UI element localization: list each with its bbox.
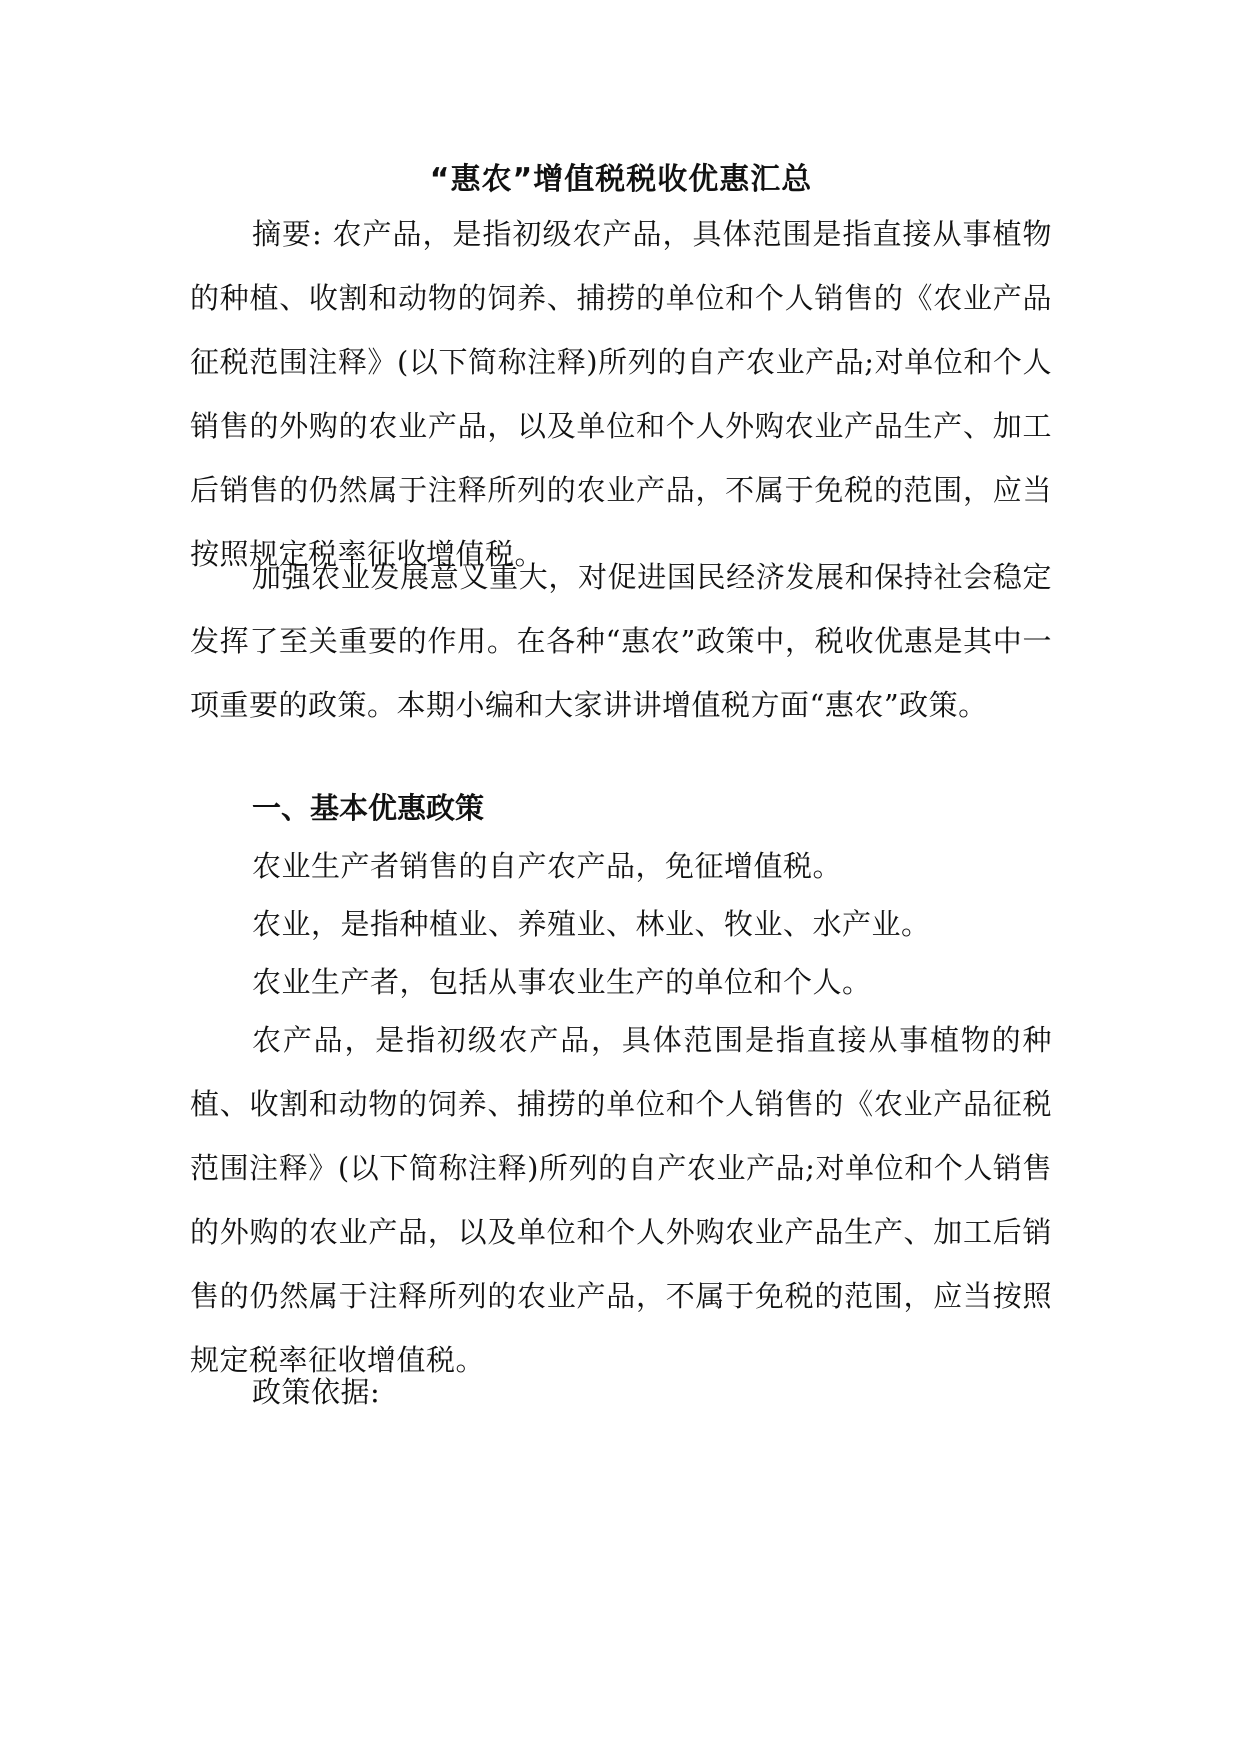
product-definition-paragraph: 农产品，是指初级农产品，具体范围是指直接从事植物的种植、收割和动物的饲养、捕捞的单位和个人销售的《农业产品征税范围注释》(以下简称注释)所列的自产农业产品;对单位和个人销售的外购的农业产品，以及单位和个人外购农业产品生产、加工后销售的仍然属于注释所列的农业产品，不属于免税的范围，应当按照规定税率征收增值税。 [190,1023,1052,1377]
section-heading-basic-policy: 一、基本优惠政策 [252,791,485,825]
intro-paragraph: 加强农业发展意义重大，对促进国民经济发展和保持社会稳定发挥了至关重要的作用。在各种“惠农”政策中，税收优惠是其中一项重要的政策。本期小编和大家讲讲增值税方面“惠农”政策。 [190,560,1052,722]
policy-line-agriculture-definition: 农业，是指种植业、养殖业、林业、牧业、水产业。 [252,907,931,941]
policy-line-producer-definition: 农业生产者，包括从事农业生产的单位和个人。 [252,965,872,999]
policy-line-exemption: 农业生产者销售的自产农产品，免征增值税。 [252,849,843,883]
document-title: “惠农”增值税税收优惠汇总 [429,162,813,197]
abstract-paragraph: 摘要: 农产品，是指初级农产品，具体范围是指直接从事植物的种植、收割和动物的饲养、捕捞的单位和个人销售的《农业产品征税范围注释》(以下简称注释)所列的自产农业产品;对单位和个人销售的外购的农业产品，以及单位和个人外购农业产品生产、加工后销售的仍然属于注释所列的农业产品，不属于免税的范围，应当按照规定税率征收增值税。 [190,217,1052,571]
policy-basis-label: 政策依据: [252,1375,381,1409]
